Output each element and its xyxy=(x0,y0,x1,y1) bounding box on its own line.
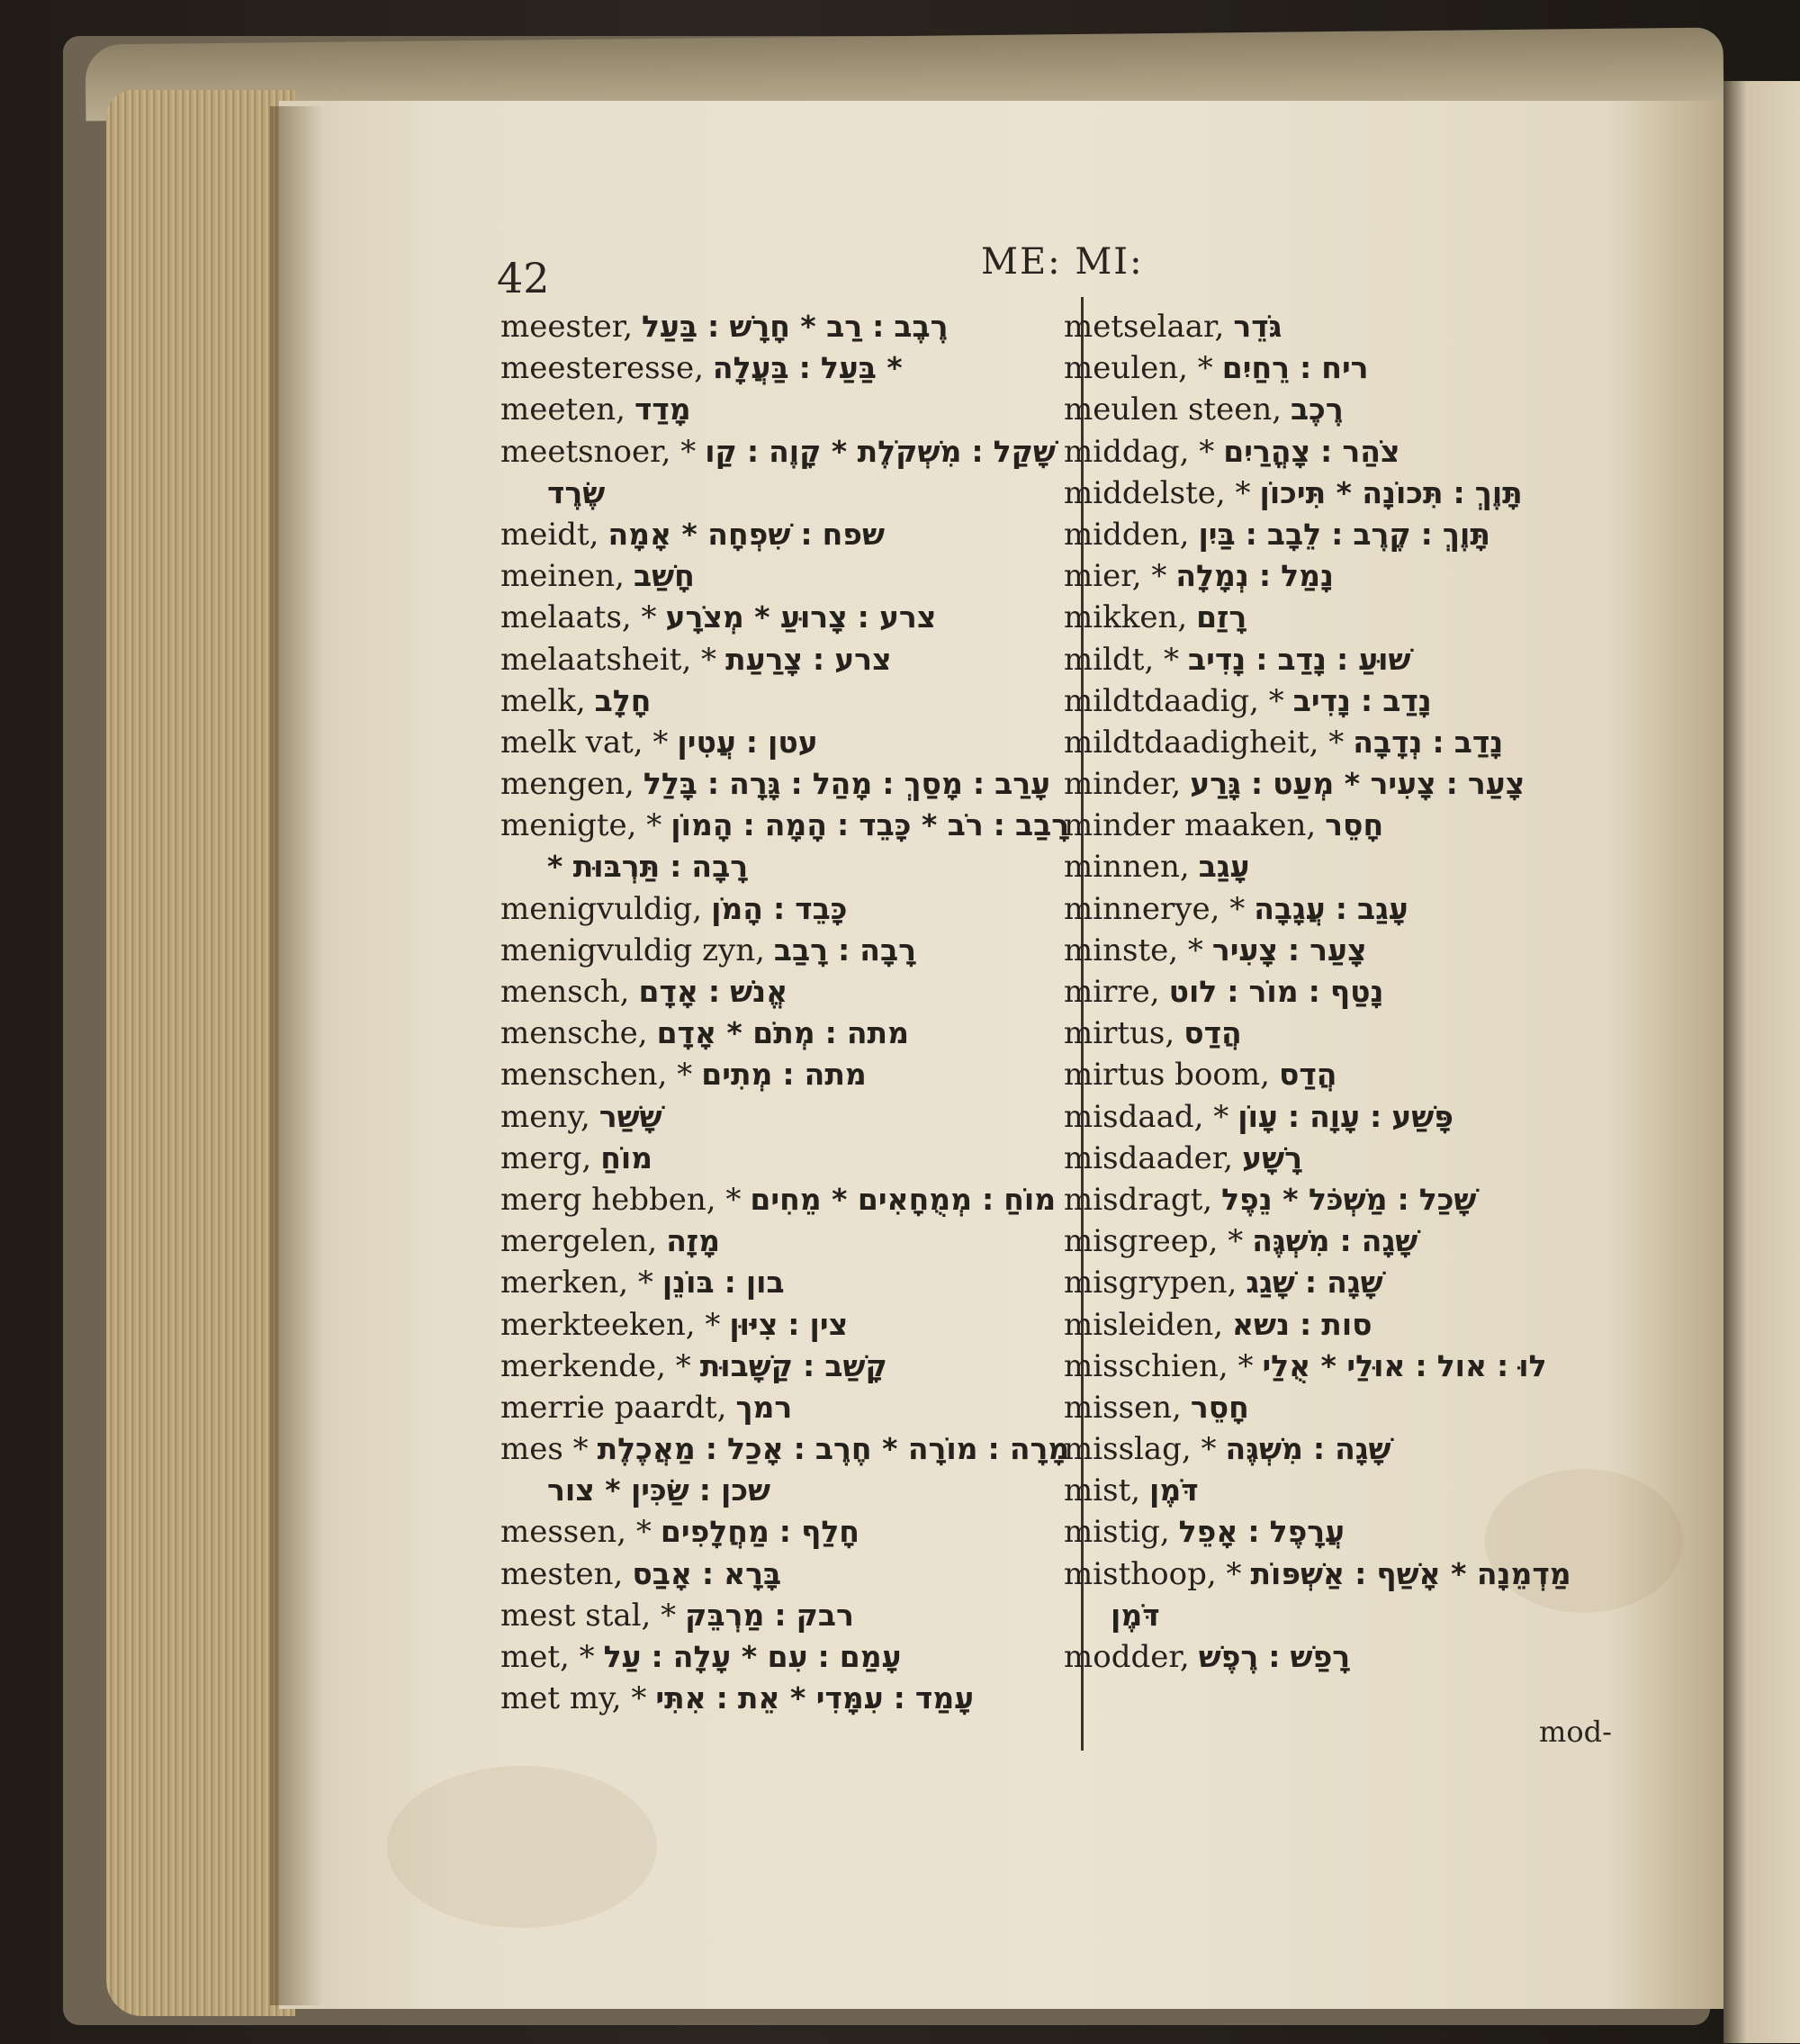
hebrew-equivalent: נָטַף ׃ מוֹר ׃ לוט xyxy=(1168,974,1384,1009)
dictionary-entry xyxy=(500,1262,1069,1303)
dictionary-entry xyxy=(500,805,1069,846)
dictionary-entry xyxy=(500,1013,1069,1054)
dictionary-entry xyxy=(500,1346,1069,1387)
hebrew-equivalent: לוּ ׃ אול ׃ אוּלַי * אֻלַי xyxy=(1262,1347,1547,1383)
hebrew-equivalent: הֲדַס xyxy=(1278,1057,1337,1093)
hebrew-equivalent: צרע ׃ צָרוּעַ * מְצֹרָע xyxy=(665,599,937,635)
hebrew-equivalent: צָעַר ׃ צָעִיר * מְעַט ׃ גָּרַע xyxy=(1190,766,1526,802)
dutch-headword: misgrypen, xyxy=(1064,1265,1238,1301)
dictionary-entry xyxy=(1064,1511,1571,1553)
dictionary-entry xyxy=(500,431,1069,473)
hebrew-equivalent: עטן ׃ עֲטִין xyxy=(677,724,818,760)
dictionary-entry xyxy=(500,846,1069,887)
hebrew-equivalent: עָמַם ׃ עִם * עָלָה ׃ עַל xyxy=(603,1639,902,1674)
dutch-headword: minnerye, * xyxy=(1064,890,1246,927)
dutch-headword: minder maaken, xyxy=(1064,807,1317,844)
hebrew-equivalent: חָלַף ׃ מַחֲלָפִים xyxy=(660,1514,860,1550)
hebrew-equivalent: מתה ׃ מְתֹם * אָדָם xyxy=(656,1015,909,1051)
hebrew-equivalent: הֲדַס xyxy=(1184,1015,1242,1051)
page-block-edges xyxy=(106,90,295,2016)
dutch-headword: meny, xyxy=(500,1098,590,1135)
hebrew-equivalent: חָסֵר xyxy=(1190,1389,1249,1425)
dictionary-entry xyxy=(500,1179,1069,1220)
dutch-headword: mirre, xyxy=(1064,974,1160,1010)
dutch-headword: merkende, * xyxy=(500,1347,691,1384)
hebrew-equivalent: עֲרָפֶל ׃ אָפֵל xyxy=(1178,1514,1346,1550)
dutch-headword: mensch, xyxy=(500,974,630,1010)
hebrew-equivalent: חָלָב xyxy=(594,682,652,718)
dictionary-entry xyxy=(500,1678,1069,1719)
dutch-headword: mest stal, * xyxy=(500,1597,677,1634)
dictionary-entry xyxy=(1064,1636,1571,1678)
dutch-headword: mirtus boom, xyxy=(1064,1057,1270,1094)
dutch-headword: mier, * xyxy=(1064,558,1167,595)
dutch-headword: mildtdaadig, * xyxy=(1064,682,1284,719)
dictionary-entry xyxy=(500,1220,1069,1262)
hebrew-equivalent: פָּשַׁע ׃ עָוָה ׃ עָוֹן xyxy=(1238,1098,1454,1134)
hebrew-equivalent: גֹּדֵר xyxy=(1233,309,1282,344)
hebrew-equivalent: מָזָה xyxy=(666,1223,720,1259)
dutch-headword: mesten, xyxy=(500,1555,624,1592)
dictionary-entry xyxy=(1064,846,1571,887)
hebrew-equivalent: מתה ׃ מְתִים xyxy=(701,1057,867,1093)
dutch-headword: misgreep, * xyxy=(1064,1223,1244,1260)
dutch-headword: misschien, * xyxy=(1064,1347,1254,1384)
hebrew-equivalent: מוֹחַ ׃ מְמֻחָאִים * מֵחִים xyxy=(750,1181,1057,1217)
dutch-headword: misthoop, * xyxy=(1064,1555,1242,1592)
dictionary-entry xyxy=(1064,971,1571,1013)
dutch-headword: meester, xyxy=(500,309,634,345)
dictionary-entry xyxy=(500,347,1069,389)
dutch-headword: met, * xyxy=(500,1639,595,1675)
hebrew-equivalent: רָבַב ׃ רֹב * כָּבֵד ׃ הָמָה ׃ הָמוֹן xyxy=(670,807,1070,843)
dutch-headword: meeten, xyxy=(500,392,626,428)
hebrew-equivalent: רָפַשׁ ׃ רֶפֶשׁ xyxy=(1198,1639,1351,1674)
hebrew-equivalent: צֹהַר ׃ צָהֳרַיִם xyxy=(1223,433,1400,469)
hebrew-equivalent: רָבָה ׃ רָבַב xyxy=(773,932,916,968)
dutch-headword: messen, * xyxy=(500,1514,652,1551)
dutch-headword: merg hebben, * xyxy=(500,1181,742,1218)
dutch-headword: merken, * xyxy=(500,1265,653,1301)
dictionary-entry xyxy=(500,1304,1069,1346)
dictionary-entry xyxy=(1064,389,1571,430)
dictionary-entry xyxy=(500,306,1069,347)
dutch-headword: misslag, * xyxy=(1064,1431,1217,1468)
dictionary-entry xyxy=(500,514,1069,555)
dutch-headword: meulen steen, xyxy=(1064,392,1282,428)
dutch-headword: mildt, * xyxy=(1064,641,1180,678)
hebrew-equivalent: נָדַב ׃ נְדָבָה xyxy=(1353,724,1504,760)
hebrew-equivalent: שָׁגָה ׃ מִשְׁגֶּה xyxy=(1225,1431,1391,1467)
dutch-headword: misdaader, xyxy=(1064,1139,1234,1176)
dutch-headword: misdaad, * xyxy=(1064,1098,1229,1135)
dutch-headword: menschen, * xyxy=(500,1057,693,1094)
dutch-headword: minste, * xyxy=(1064,932,1203,968)
dictionary-entry xyxy=(500,639,1069,680)
dutch-headword: mikken, xyxy=(1064,599,1188,636)
hebrew-equivalent: חָשַׁב xyxy=(633,558,695,594)
hebrew-equivalent: עָמַד ׃ עִמָּדִי * אֵת ׃ אִתִּי xyxy=(655,1680,975,1716)
dictionary-entry xyxy=(1064,1595,1571,1636)
hebrew-equivalent: עָגַב ׃ עֲגָבָה xyxy=(1254,890,1408,926)
dictionary-entry xyxy=(500,1096,1069,1138)
dictionary-entry xyxy=(1064,1138,1571,1179)
dutch-headword: melaatsheit, * xyxy=(500,641,717,678)
dictionary-entry xyxy=(1064,1470,1571,1511)
dutch-headword: metselaar, xyxy=(1064,309,1225,345)
dutch-headword: meesteresse, xyxy=(500,350,704,387)
hebrew-equivalent: שָׁשַׁר xyxy=(598,1098,662,1134)
gutter-shadow xyxy=(270,106,324,2005)
dictionary-entry xyxy=(1064,763,1571,805)
dictionary-entry xyxy=(1064,930,1571,971)
dictionary-entry xyxy=(1064,1387,1571,1428)
paper-stain xyxy=(387,1766,657,1928)
hebrew-equivalent: נָדַב ׃ נָדִיב xyxy=(1292,682,1432,718)
hebrew-equivalent: צָעַר ׃ צָעִיר xyxy=(1211,932,1367,968)
dutch-headword: middag, * xyxy=(1064,433,1215,470)
hebrew-equivalent: מָרָה ׃ מוֹרָה * חֶרֶב ׃ אָכַל ׃ מַאֲכֶלֶת xyxy=(597,1431,1070,1467)
dutch-headword: misleiden, xyxy=(1064,1306,1224,1343)
dutch-headword: mist, xyxy=(1064,1472,1141,1509)
dutch-headword: merkteeken, * xyxy=(500,1306,721,1343)
hebrew-equivalent: רָשָׁע xyxy=(1242,1139,1302,1175)
dutch-headword: meidt, xyxy=(500,516,599,553)
dutch-headword: melaats, * xyxy=(500,599,657,636)
hebrew-equivalent: רמך xyxy=(735,1389,793,1425)
hebrew-equivalent: מוֹחַ xyxy=(600,1139,653,1175)
dictionary-entry xyxy=(1064,1262,1571,1303)
facing-page-edge xyxy=(1724,81,1800,2043)
dictionary-entry xyxy=(1064,680,1571,722)
hebrew-equivalent: רֶבֶב ׃ רַב * חָרָשׁ ׃ בַּעַל xyxy=(642,309,949,344)
dictionary-entry xyxy=(500,473,1069,514)
dictionary-entry xyxy=(1064,306,1571,347)
hebrew-equivalent: תָּוֶךְ ׃ קֶרֶב ׃ לֵבָב ׃ בַּיִן xyxy=(1198,516,1490,552)
hebrew-equivalent: * בַּעַל ׃ בַּעֲלָה xyxy=(712,350,903,386)
dutch-headword: merrie paardt, xyxy=(500,1389,727,1426)
hebrew-equivalent: רבק ׃ מַרְבֵּק xyxy=(685,1597,854,1633)
dutch-headword: melk, xyxy=(500,682,586,719)
hebrew-equivalent: שָׁגָה ׃ מִשְׁגֶּה xyxy=(1252,1223,1418,1259)
dictionary-entry xyxy=(500,971,1069,1013)
dictionary-entry xyxy=(1064,1428,1571,1470)
hebrew-equivalent: שכן ׃ שַׂכִּין * צור xyxy=(547,1472,771,1508)
dictionary-entry xyxy=(500,555,1069,597)
dictionary-entry xyxy=(500,389,1069,430)
dutch-headword: mistig, xyxy=(1064,1514,1170,1551)
dictionary-entry xyxy=(500,722,1069,763)
dictionary-entry xyxy=(500,1553,1069,1595)
dictionary-entry xyxy=(500,1470,1069,1511)
hebrew-equivalent: רָבָה ׃ תַּרְבּוּת * xyxy=(547,849,749,885)
left-column xyxy=(500,306,1069,1719)
dutch-headword: meetsnoer, * xyxy=(500,433,697,470)
hebrew-equivalent: רֶכֶב xyxy=(1291,392,1344,428)
dictionary-entry xyxy=(1064,555,1571,597)
dictionary-entry xyxy=(500,597,1069,638)
dictionary-entry xyxy=(1064,514,1571,555)
hebrew-equivalent: שׁוּעַ ׃ נָדַב ׃ נָדִיב xyxy=(1188,641,1411,677)
hebrew-equivalent: סות ׃ נשא xyxy=(1232,1306,1372,1342)
dutch-headword: midden, xyxy=(1064,516,1190,553)
dictionary-entry xyxy=(1064,888,1571,930)
dutch-headword: menigvuldig zyn, xyxy=(500,932,765,968)
dutch-headword: misdragt, xyxy=(1064,1181,1213,1218)
hebrew-equivalent: דֹּמֶן xyxy=(1111,1597,1160,1633)
dictionary-entry xyxy=(1064,1013,1571,1054)
dictionary-entry xyxy=(500,763,1069,805)
dutch-headword: mirtus, xyxy=(1064,1015,1175,1052)
dictionary-entry xyxy=(1064,347,1571,389)
hebrew-equivalent: קָשַׁב ׃ קַשָּׁבוּת xyxy=(699,1347,887,1383)
dutch-headword: mensche, xyxy=(500,1015,648,1052)
hebrew-equivalent: עָגַב xyxy=(1198,849,1250,885)
dictionary-entry xyxy=(1064,1304,1571,1346)
dictionary-entry xyxy=(500,930,1069,971)
hebrew-equivalent: אֱנֹשׁ ׃ אָדָם xyxy=(638,974,788,1009)
dutch-headword: minnen, xyxy=(1064,849,1190,886)
hebrew-equivalent: צין ׃ צִיּוּן xyxy=(729,1306,849,1342)
dutch-headword: met my, * xyxy=(500,1680,647,1717)
dictionary-entry xyxy=(500,1595,1069,1636)
dictionary-entry xyxy=(1064,473,1571,514)
dictionary-entry xyxy=(500,1054,1069,1095)
dutch-headword: melk vat, * xyxy=(500,724,669,761)
dutch-headword: mengen, xyxy=(500,766,634,803)
dutch-headword: minder, xyxy=(1064,766,1182,803)
dutch-headword: mergelen, xyxy=(500,1223,658,1260)
hebrew-equivalent: נָמַל ׃ נְמָלָה xyxy=(1175,558,1334,594)
dictionary-entry xyxy=(500,1138,1069,1179)
dutch-headword: merg, xyxy=(500,1139,592,1176)
dutch-headword: missen, xyxy=(1064,1389,1182,1426)
dictionary-entry xyxy=(1064,805,1571,846)
dictionary-entry xyxy=(500,1428,1069,1470)
dictionary-entry xyxy=(1064,722,1571,763)
dictionary-entry xyxy=(1064,1346,1571,1387)
right-column xyxy=(1064,306,1571,1678)
dictionary-entry xyxy=(1064,597,1571,638)
hebrew-equivalent: שפח ׃ שִׁפְחָה * אָמָה xyxy=(608,516,886,552)
hebrew-equivalent: דֹּמֶן xyxy=(1149,1472,1199,1508)
dutch-headword: meinen, xyxy=(500,558,625,595)
dictionary-entry xyxy=(500,1387,1069,1428)
dictionary-entry xyxy=(500,1636,1069,1678)
hebrew-equivalent: מַדְמֵנָה * אָשַׁף ׃ אַשְׁפּוֹת xyxy=(1250,1555,1571,1591)
dictionary-entry xyxy=(500,1511,1069,1553)
dictionary-entry xyxy=(1064,431,1571,473)
dictionary-entry xyxy=(1064,1179,1571,1220)
hebrew-equivalent: מָדַד xyxy=(634,392,691,428)
dictionary-entry xyxy=(500,888,1069,930)
hebrew-equivalent: תָּוֶךְ ׃ תִּכוֹנָה * תִּיכוֹן xyxy=(1259,474,1523,510)
hebrew-equivalent: רָזַם xyxy=(1196,599,1247,635)
running-head: ME: MI: xyxy=(981,241,1144,283)
dutch-headword: mildtdaadigheit, * xyxy=(1064,724,1345,761)
hebrew-equivalent: שָׁגָה ׃ שָׁגַג xyxy=(1246,1265,1383,1301)
hebrew-equivalent: שָׁקַל ׃ מִשְׁקֹלֶת * קָוֶה ׃ קַו xyxy=(705,433,1056,469)
dutch-headword: mes * xyxy=(500,1431,589,1468)
page-number: 42 xyxy=(497,254,550,302)
catchword: mod- xyxy=(1539,1715,1612,1749)
dictionary-entry xyxy=(500,680,1069,722)
hebrew-equivalent: צרע ׃ צָרַעַת xyxy=(725,641,892,677)
hebrew-equivalent: עָרַב ׃ מָסַךְ ׃ מָהַל ׃ גָּרָה ׃ בָּלַל xyxy=(643,766,1051,802)
hebrew-equivalent: בָּרָא ׃ אָבַס xyxy=(632,1555,782,1591)
dictionary-entry xyxy=(1064,1220,1571,1262)
hebrew-equivalent: ריח ׃ רֵחַיִם xyxy=(1221,350,1369,386)
hebrew-equivalent: כָּבֵד ׃ הָמֹן xyxy=(711,890,848,926)
dictionary-entry xyxy=(1064,1096,1571,1138)
dictionary-entry xyxy=(1064,1553,1571,1595)
dutch-headword: menigte, * xyxy=(500,807,662,844)
hebrew-equivalent: בון ׃ בּוֹנֵן xyxy=(662,1265,785,1301)
dutch-headword: modder, xyxy=(1064,1639,1190,1675)
hebrew-equivalent: שָׁכַל ׃ מַשְׁכֹּל * נֵפֶל xyxy=(1221,1181,1477,1217)
dutch-headword: middelste, * xyxy=(1064,474,1251,511)
hebrew-equivalent: שֶׂרֶד xyxy=(547,474,606,510)
dictionary-entry xyxy=(1064,639,1571,680)
dictionary-entry xyxy=(1064,1054,1571,1095)
dutch-headword: meulen, * xyxy=(1064,350,1213,387)
hebrew-equivalent: חָסֵר xyxy=(1325,807,1384,843)
dutch-headword: menigvuldig, xyxy=(500,890,703,927)
